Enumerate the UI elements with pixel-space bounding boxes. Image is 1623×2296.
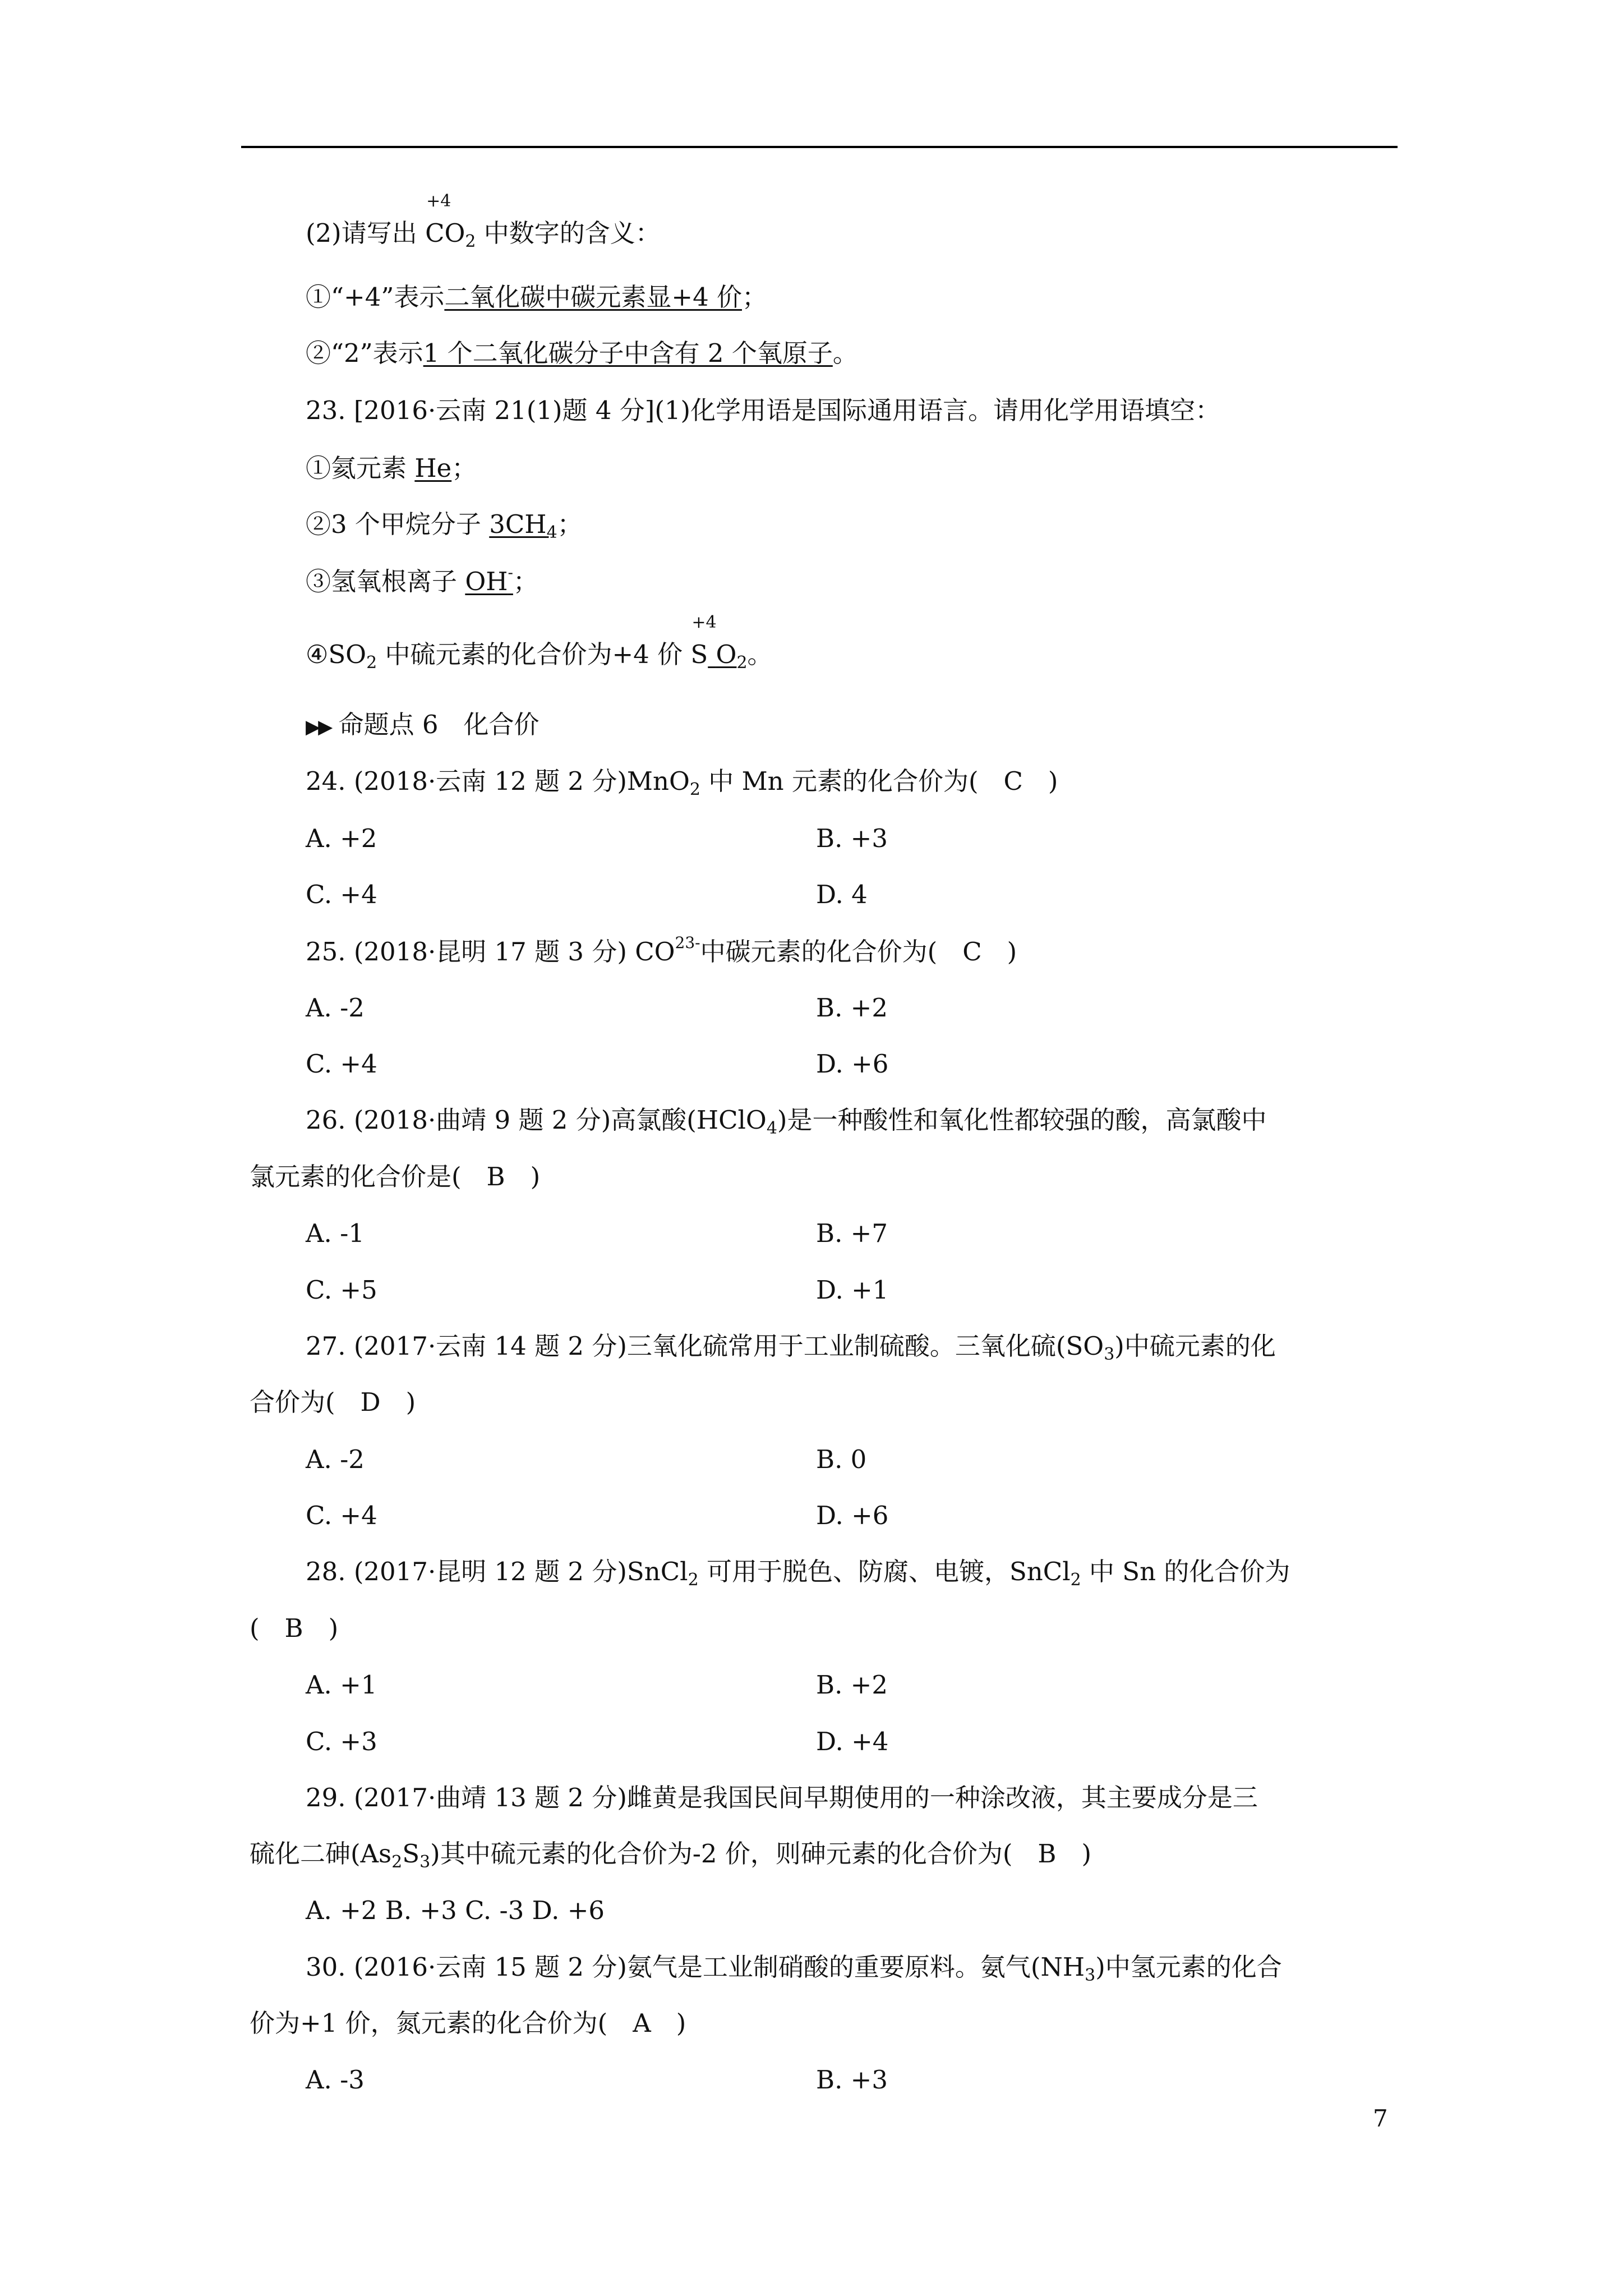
q29-stem-line2: 硫化二砷$(As_2S_3)$其中硫元素的化合价为-2 价，则砷元素的化合价为( B ) bbox=[250, 1839, 1092, 1872]
answer: $3CH_4$ bbox=[489, 509, 557, 542]
q27-option-c: C. +4 bbox=[306, 1501, 377, 1530]
page-number: 7 bbox=[1373, 2105, 1388, 2132]
q27-option-b: B. 0 bbox=[816, 1444, 867, 1474]
q29-stem-line1: 29. (2017·曲靖 13 题 2 分)雌黄是我国民间早期使用的一种涂改液，其主要成分是三 bbox=[306, 1783, 1258, 1812]
q23-item4: $④SO_2$ 中硫元素的化合价为+4 价 +4 S $O_2$。 bbox=[306, 613, 773, 673]
answer: OH- bbox=[465, 563, 513, 596]
answer: 1 个二氧化碳分子中含有 2 个氧原子 bbox=[423, 338, 833, 368]
valence-notation: +4 C bbox=[425, 191, 451, 248]
q28-option-a: A. +1 bbox=[306, 1670, 377, 1700]
answer: 二氧化碳中碳元素显+4 价 bbox=[444, 282, 742, 312]
q25-option-a: A. -2 bbox=[306, 993, 365, 1023]
q30-stem-line2: 价为+1 价，氮元素的化合价为( A ) bbox=[250, 2008, 686, 2038]
valence-notation: +4 S bbox=[690, 613, 717, 669]
q22-line1: ①“+4”表示二氧化碳中碳元素显+4 价； bbox=[306, 282, 768, 312]
q25-stem: 25. (2018·昆明 17 题 3 分) $CO^{23-}$中碳元素的化合价为( C ) bbox=[306, 933, 1017, 967]
q22-line2: ②“2”表示1 个二氧化碳分子中含有 2 个氧原子。 bbox=[306, 338, 858, 368]
answer: +4 S $O_2$ bbox=[690, 613, 748, 673]
q23-item1: ①氦元素 He； bbox=[306, 453, 477, 483]
q24-option-c: C. +4 bbox=[306, 880, 377, 909]
q28-option-c: C. +3 bbox=[306, 1727, 377, 1756]
q24-option-d: D. 4 bbox=[816, 880, 868, 909]
q23-item2: ②3 个甲烷分子 $3CH_4$； bbox=[306, 509, 583, 542]
q30-stem-line1: 30. (2016·云南 15 题 2 分)氨气是工业制硝酸的重要原料。氨气$(NH_3)$中氢元素的化合 bbox=[306, 1952, 1282, 1985]
header-rule bbox=[241, 146, 1398, 148]
q28-option-d: D. +4 bbox=[816, 1727, 889, 1756]
q25-option-c: C. +4 bbox=[306, 1049, 377, 1079]
q22-prompt: (2)请写出 +4 $CO_2$ 中数字的含义： bbox=[306, 191, 661, 251]
q27-stem-line2: 合价为( D ) bbox=[250, 1387, 416, 1417]
q28-stem-line2: ( B ) bbox=[250, 1613, 339, 1643]
q29-options: A. +2 B. +3 C. -3 D. +6 bbox=[306, 1895, 605, 1925]
q23-stem: 23. [2016·云南 21(1)题 4 分](1)化学用语是国际通用语言。请用化学用语填空： bbox=[306, 395, 1221, 425]
q26-option-c: C. +5 bbox=[306, 1275, 377, 1305]
q27-option-d: D. +6 bbox=[816, 1501, 889, 1530]
q26-stem-line1: 26. (2018·曲靖 9 题 2 分)高氯酸(HClO$_4$)是一种酸性和氧化性都较强的酸，高氯酸中 bbox=[306, 1105, 1267, 1138]
q25-option-d: D. +6 bbox=[816, 1049, 889, 1079]
q30-option-a: A. -3 bbox=[306, 2065, 365, 2095]
section-heading: ▶▶ 命题点 6 化合价 bbox=[306, 710, 540, 739]
q26-stem-line2: 氯元素的化合价是( B ) bbox=[250, 1162, 541, 1191]
q28-option-b: B. +2 bbox=[816, 1670, 888, 1700]
q24-option-a: A. +2 bbox=[306, 823, 377, 853]
q30-option-b: B. +3 bbox=[816, 2065, 888, 2095]
q26-option-a: A. -1 bbox=[306, 1218, 365, 1248]
q25-option-b: B. +2 bbox=[816, 993, 888, 1023]
q26-option-b: B. +7 bbox=[816, 1218, 888, 1248]
q24-stem: 24. (2018·云南 12 题 2 分)MnO$_2$ 中 Mn 元素的化合价为( C ) bbox=[306, 766, 1058, 799]
answer: He bbox=[414, 453, 452, 483]
q27-option-a: A. -2 bbox=[306, 1444, 365, 1474]
q23-item3: ③氢氧根离子 OH-； bbox=[306, 563, 538, 596]
q28-stem-line1: 28. (2017·昆明 12 题 2 分)SnCl$_2$ 可用于脱色、防腐、电镀，SnCl$_2$ 中 Sn 的化合价为 bbox=[306, 1557, 1290, 1590]
q26-option-d: D. +1 bbox=[816, 1275, 889, 1305]
q27-stem-line1: 27. (2017·云南 14 题 2 分)三氧化硫常用于工业制硫酸。三氧化硫$(SO_3)$中硫元素的化 bbox=[306, 1331, 1276, 1364]
q24-option-b: B. +3 bbox=[816, 823, 888, 853]
double-arrow-icon: ▶▶ bbox=[306, 716, 331, 738]
